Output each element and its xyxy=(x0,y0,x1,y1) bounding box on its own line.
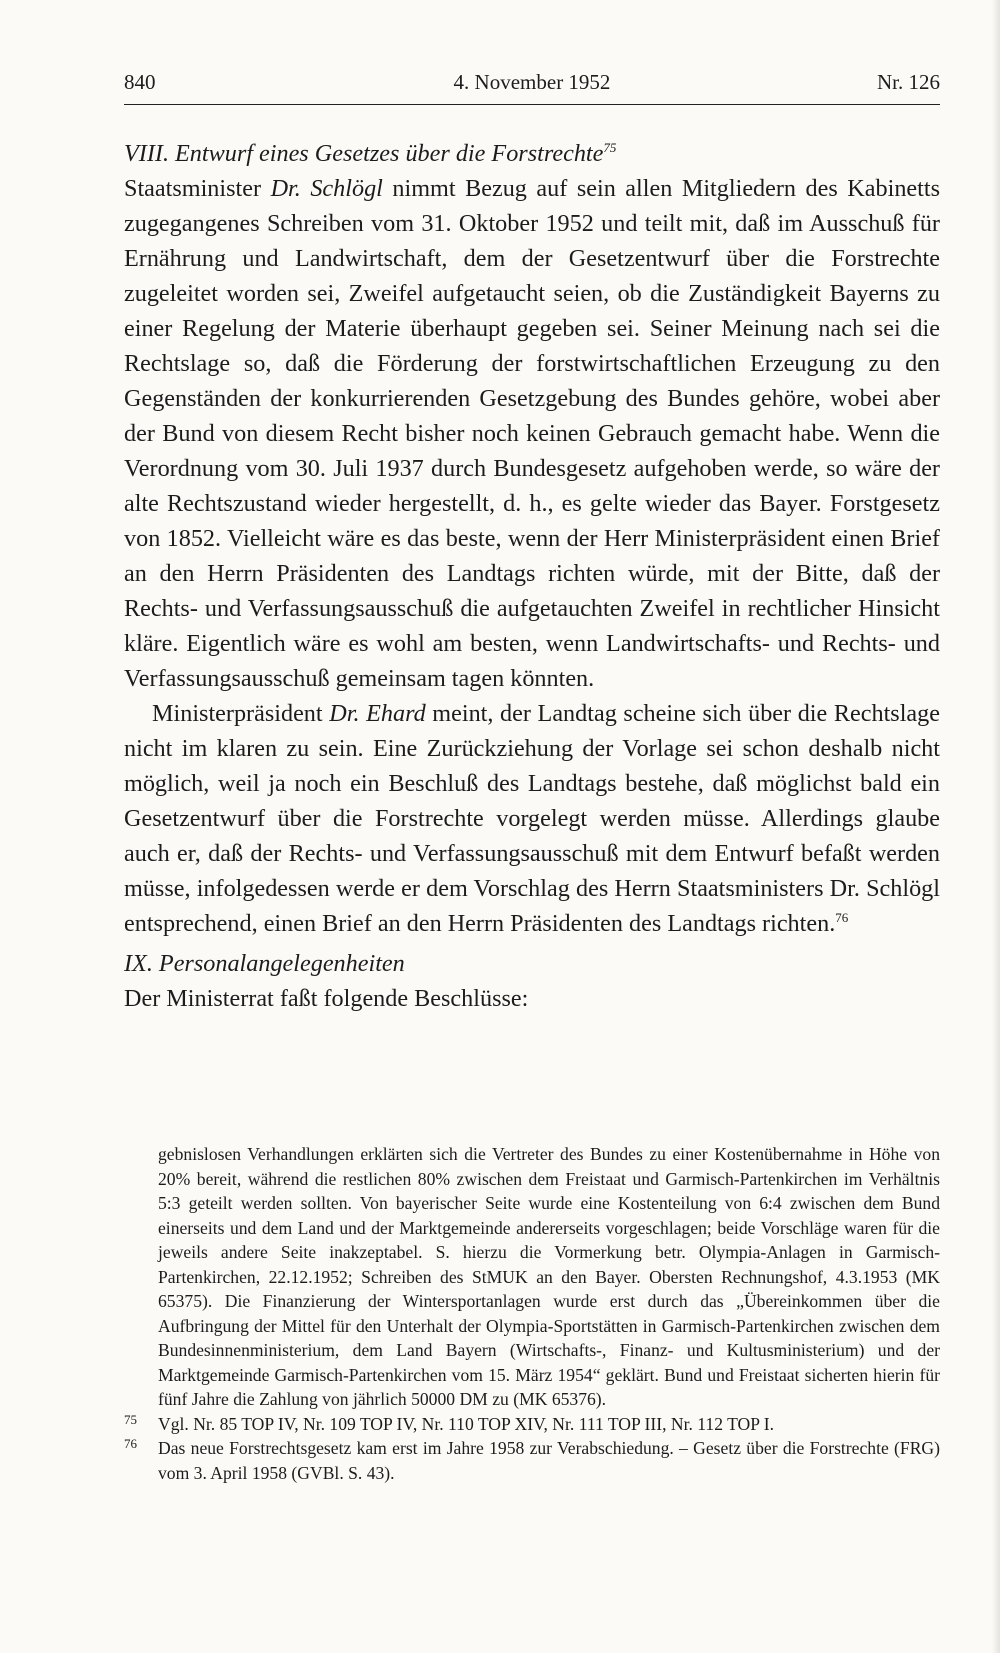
footnote-76 xyxy=(124,1436,940,1485)
main-text xyxy=(124,136,940,1016)
page-edge-shadow xyxy=(992,0,1000,1653)
header-issue-number: Nr. 126 xyxy=(877,70,940,94)
header-rule xyxy=(124,104,940,105)
paragraph-ehard-text: meint, der Landtag scheine sich über die Rechtslage nicht im klaren zu sein. Eine Zurückziehung der Vorlage sei schon deshalb nicht möglich, weil ja noch ein Beschluß des Landtags bestehe, daß möglichst bald ein Gesetzentwurf über die Forstrechte vorgelegt werden müsse. Allerdings glaube auch er, daß der Rechts- und Verfassungsausschuß mit dem Entwurf befaßt werden müsse, infolgedessen werde er dem Vorschlag des Herrn Staatsministers Dr. Schlögl entsprechend, einen Brief an den Herrn Präsidenten des Landtags richten. xyxy=(124,700,940,937)
footnote-continuation: gebnislosen Verhandlungen erklärten sich die Vertreter des Bundes zu einer Kostenübernahme in Höhe von 20% bereit, während die restlichen 80% zwischen dem Freistaat und Garmisch-Partenkirchen im Verhältnis 5:3 geteilt werden sollten. Von bayerischer Seite wurde eine Kostenteilung von 6:4 zwischen dem Bund einerseits und dem Land und der Marktgemeinde andererseits vorgeschlagen; beide Vorschläge waren für die jeweils andere Seite inakzeptabel. S. hierzu die Vormerkung betr. Olympia-Anlagen in Garmisch-Partenkirchen, 22.12.1952; Schreiben des StMUK an den Bayer. Obersten Rechnungshof, 4.3.1953 (MK 65375). Die Finanzierung der Wintersportanlagen wurde erst durch das „Übereinkommen über die Aufbringung der Mittel für den Unterhalt der Olympia-Sportstätten in Garmisch-Partenkirchen zwischen dem Bundesinnenministerium, dem Land Bayern (Wirtschafts-, Finanz- und Kultusministerium) und der Marktgemeinde Garmisch-Partenkirchen vom 15. März 1954“ geklärt. Bund und Freistaat sicherten hierin für fünf Jahre die Zahlung von jährlich 50000 DM zu (MK 65376). xyxy=(158,1144,940,1409)
section-viii-heading xyxy=(124,136,940,171)
speaker-ehard: Dr. Ehard xyxy=(329,700,426,727)
paragraph-schloegl-text: nimmt Bezug auf sein allen Mitgliedern des Kabinetts zugegangenes Schreiben vom 31. Oktober 1952 und teilt mit, daß im Ausschuß für Ernährung und Landwirtschaft, dem der Gesetzentwurf über die Forstrechte zugeleitet worden sei, Zweifel aufgetaucht seien, ob die Zuständigkeit Bayerns zu einer Regelung der Materie überhaupt gegeben sei. Seiner Meinung nach sei die Rechtslage so, daß die Förderung der forstwirtschaftlichen Erzeugung zu den Gegenständen der konkurrierenden Gesetzgebung des Bundes gehöre, wobei aber der Bund von diesem Recht bisher noch keinen Gebrauch gemacht habe. Wenn die Verordnung vom 30. Juli 1937 durch Bundesgesetz aufgehoben werde, so wäre der alte Rechtszustand wieder hergestellt, d. h., es gelte wieder das Bayer. Forstgesetz von 1852. Vielleicht wäre es das beste, wenn der Herr Ministerpräsident einen Brief an den Herrn Präsidenten des Landtags richten würde, mit der Bitte, daß der Rechts- und Verfassungsausschuß die aufgetauchten Zweifel in rechtlicher Hinsicht kläre. Eigentlich wäre es wohl am besten, wenn Landwirtschafts- und Rechts- und Verfassungsausschuß gemeinsam tagen könnten. xyxy=(124,175,941,692)
footnote-76-number: 76 xyxy=(124,1436,137,1451)
paragraph-ehard xyxy=(124,696,940,941)
section-viii-title: VIII. Entwurf eines Gesetzes über die Forstrechte xyxy=(124,140,604,167)
footnote-ref-76: 76 xyxy=(835,909,849,925)
speaker-schloegl: Dr. Schlögl xyxy=(270,175,383,202)
footnotes xyxy=(124,1142,940,1485)
page-number: 840 xyxy=(124,70,156,94)
running-header xyxy=(124,70,940,100)
footnote-75-text: Vgl. Nr. 85 TOP IV, Nr. 109 TOP IV, Nr. 110 TOP XIV, Nr. 111 TOP III, Nr. 112 TOP I. xyxy=(158,1413,775,1434)
footnote-75 xyxy=(124,1412,940,1437)
paragraph-ehard-lead: Ministerpräsident xyxy=(152,700,330,727)
section-ix-text: Der Ministerrat faßt folgende Beschlüsse: xyxy=(124,985,529,1012)
footnote-76-text: Das neue Forstrechtsgesetz kam erst im Jahre 1958 zur Verabschiedung. – Gesetz über die Forstrechte (FRG) vom 3. April 1958 (GVBl. S. 43). xyxy=(158,1438,940,1483)
header-date: 4. November 1952 xyxy=(453,70,611,94)
section-ix-heading: IX. Personalangelegenheiten xyxy=(124,950,405,977)
footnote-75-number: 75 xyxy=(124,1411,137,1427)
paragraph-schloegl xyxy=(124,171,940,696)
paragraph-schloegl-lead: Staatsminister xyxy=(124,175,271,202)
footnote-ref-75: 75 xyxy=(603,139,617,155)
